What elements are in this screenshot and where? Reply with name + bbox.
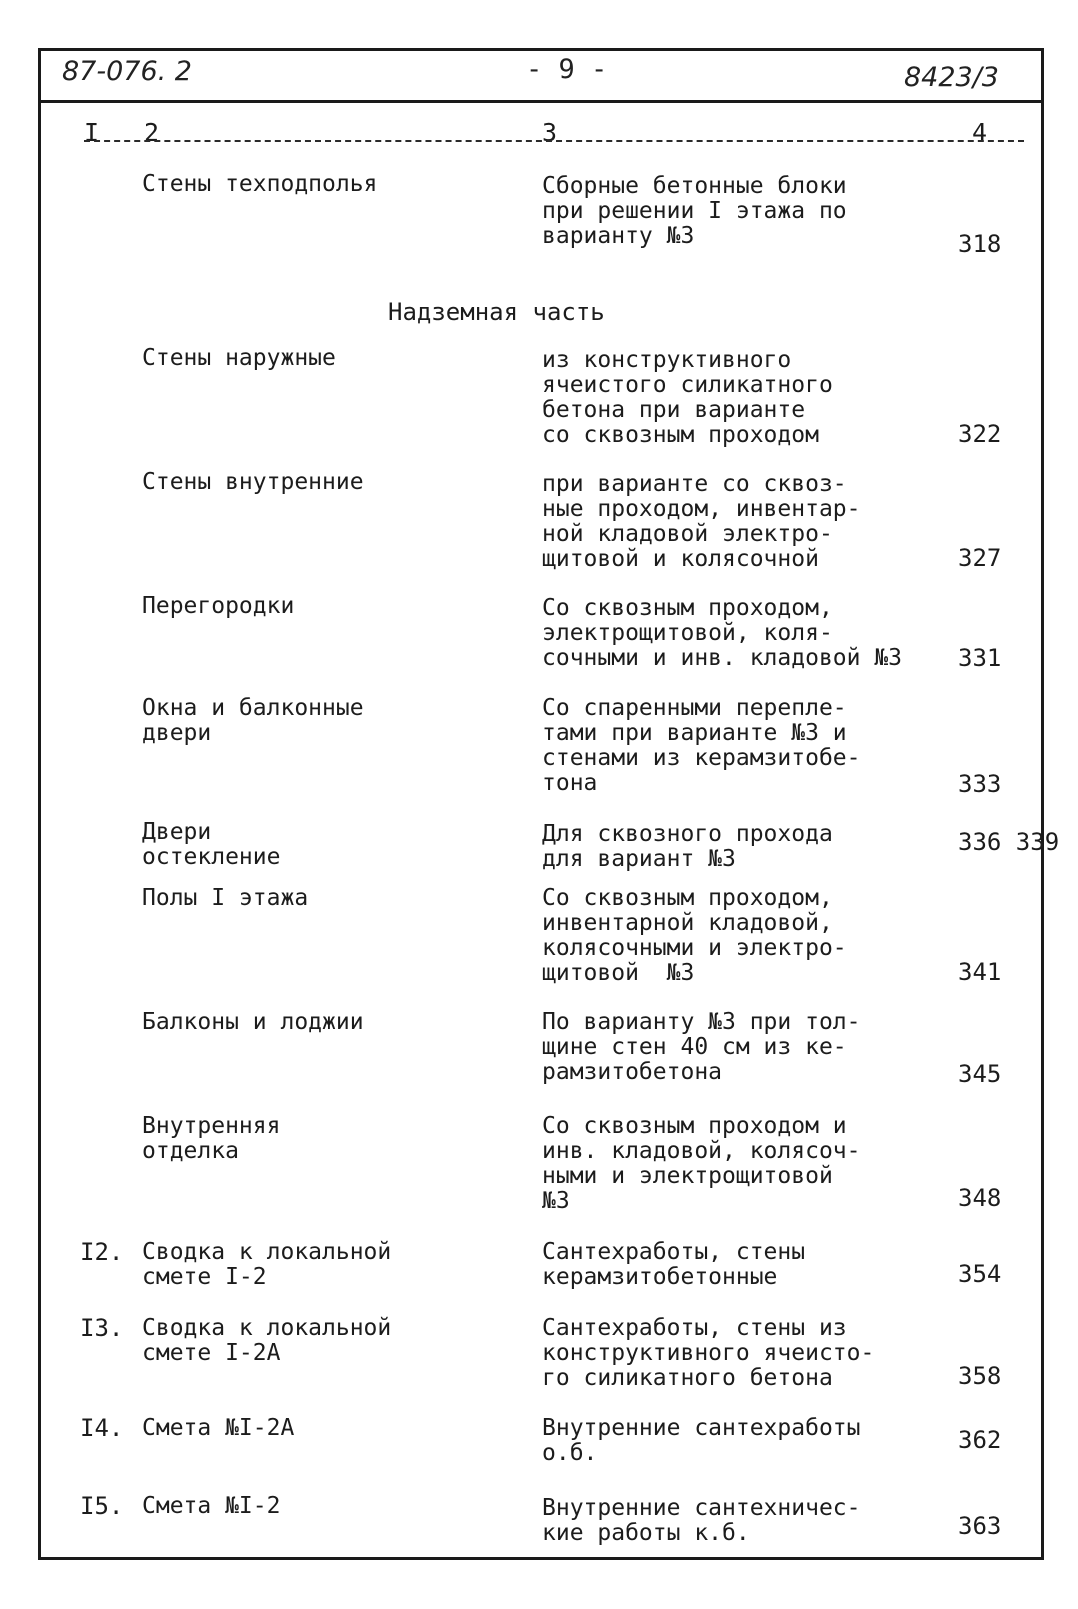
row-description: Для сквозного прохода для вариант №3 xyxy=(542,821,833,872)
row-name: Стены наружные xyxy=(142,345,336,371)
row-name: Стены техподполья xyxy=(142,171,378,197)
header-rule xyxy=(38,100,1044,103)
row-name: Сводка к локальной смете I-2А xyxy=(142,1315,392,1366)
column-number-4: 4 xyxy=(972,118,988,147)
row-name: Стены внутренние xyxy=(142,469,364,495)
row-description: Со сквозным проходом, электрощитовой, коля- сочными и инв. кладовой №3 xyxy=(542,595,903,671)
row-description: Внутренние сантехработы о.б. xyxy=(542,1415,861,1466)
row-page-number: 336 339 xyxy=(958,828,1060,856)
row-page-number: 354 xyxy=(958,1260,1002,1288)
doc-code: 87-076. 2 xyxy=(62,56,192,87)
row-number: I4. xyxy=(80,1414,124,1442)
row-description: при варианте со сквоз- ные проходом, инвентар- ной кладовой электро- щитовой и колясочной xyxy=(542,471,861,572)
row-description: Со сквозным проходом и инв. кладовой, колясоч- ными и электрощитовой №3 xyxy=(542,1113,861,1214)
row-description: По варианту №3 при тол- щине стен 40 см из ке- рамзитобетона xyxy=(542,1009,861,1085)
row-description: Со сквозным проходом, инвентарной кладовой, колясочными и электро- щитовой №3 xyxy=(542,885,847,986)
row-name: Перегородки xyxy=(142,593,295,619)
row-page-number: 322 xyxy=(958,420,1002,448)
page-marker: - 9 - xyxy=(526,54,608,85)
row-page-number: 318 xyxy=(958,230,1002,258)
row-name: Сводка к локальной смете I-2 xyxy=(142,1239,392,1290)
row-number: I2. xyxy=(80,1238,124,1266)
row-description: Со спаренными перепле- тами при варианте №3 и стенами из керамзитобе- тона xyxy=(542,695,861,796)
row-description: Сантехработы, стены из конструктивного ячеисто- го силикатного бетона xyxy=(542,1315,875,1391)
row-page-number: 362 xyxy=(958,1426,1002,1454)
row-page-number: 363 xyxy=(958,1512,1002,1540)
row-name: Полы I этажа xyxy=(142,885,309,911)
row-page-number: 358 xyxy=(958,1362,1002,1390)
row-number: I3. xyxy=(80,1314,124,1342)
column-number-1: I xyxy=(84,118,100,147)
row-page-number: 341 xyxy=(958,958,1002,986)
column-number-dash-line xyxy=(84,140,1024,142)
row-page-number: 333 xyxy=(958,770,1002,798)
row-name: Внутренняя отделка xyxy=(142,1113,281,1164)
row-description: Сборные бетонные блоки при решении I этажа по варианту №3 xyxy=(542,173,847,249)
row-page-number: 348 xyxy=(958,1184,1002,1212)
row-page-number: 327 xyxy=(958,544,1002,572)
row-name: Смета №I-2А xyxy=(142,1415,295,1441)
column-number-3: 3 xyxy=(542,118,558,147)
row-page-number: 331 xyxy=(958,644,1002,672)
row-page-number: 345 xyxy=(958,1060,1002,1088)
archive-code: 8423/3 xyxy=(904,62,999,93)
row-name: Двери остекление xyxy=(142,819,281,870)
row-description: Внутренние сантехничес- кие работы к.б. xyxy=(542,1495,861,1546)
row-description: Сантехработы, стены керамзитобетонные xyxy=(542,1239,806,1290)
row-description: из конструктивного ячеистого силикатного бетона при варианте со сквозным проходом xyxy=(542,347,833,448)
row-number: I5. xyxy=(80,1492,124,1520)
row-name: Балконы и лоджии xyxy=(142,1009,364,1035)
column-number-2: 2 xyxy=(144,118,160,147)
section-title: Надземная часть xyxy=(388,298,605,326)
row-name: Окна и балконные двери xyxy=(142,695,364,746)
row-name: Смета №I-2 xyxy=(142,1493,281,1519)
